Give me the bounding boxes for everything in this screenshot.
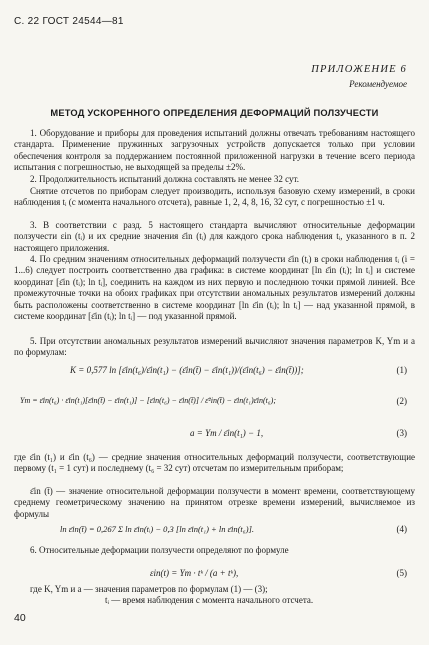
equation-5-number: (5) <box>396 568 407 578</box>
legend-line-1: где K, Ym и a — значения параметров по формулам (1) — (3); <box>30 584 268 594</box>
header-page-ref: С. 22 ГОСТ 24544—81 <box>14 16 124 27</box>
paragraph-2b: Снятие отсчетов по приборам следует производить, используя базовую схему измерений, в сроки наблюдения tᵢ (с момента начального отсчета), равные 1, 2, 4, 8, 16, 32 сут, с погрешностью ±1 ч. <box>14 186 415 208</box>
paragraph-5b: где ε̄in (t₁) и ε̄in (t₆) — средние значения относительных деформаций ползучести, соответствующие первому (t₁ = 1 сут) и последнему (t₆ = 32 сут) отсчетам по измерительным приборам; <box>14 452 415 474</box>
legend-line-2: tᵢ — время наблюдения с момента начального отсчета. <box>105 595 314 605</box>
section-title: МЕТОД УСКОРЕННОГО ОПРЕДЕЛЕНИЯ ДЕФОРМАЦИЙ ПОЛЗУЧЕСТИ <box>50 108 379 118</box>
equation-1-number: (1) <box>396 365 407 375</box>
paragraph-5c: ε̄in (t̄) — значение относительной деформации ползучести в момент времени, соответствующему среднему геометрическому значению на принятом отрезке времени измерений, вычисляемое из формулы <box>14 486 415 519</box>
paragraph-1: 1. Оборудование и приборы для проведения испытаний должны отвечать требованиям настоящего стандарта. Применение пружинных загрузочных устройств допускается только при условии обеспечения контроля за поддержанием постоянной приложенной нагрузки в течение всего периода испытания с погрешностью, не выходящей за пределы ±2%. <box>14 128 415 173</box>
paragraph-2: 2. Продолжительность испытаний должна составлять не менее 32 сут. <box>30 174 299 184</box>
equation-4: ln ε̄in(t̄) = 0,267 Σ ln ε̄in(tᵢ) − 0,3 [ln ε̄in(t₁) + ln ε̄in(t₆)]. <box>60 524 255 534</box>
paragraph-5: 5. При отсутствии аномальных результатов измерений вычисляют значения параметров K, Ym и a по формулам: <box>14 336 415 358</box>
equation-4-number: (4) <box>396 524 407 534</box>
equation-2-number: (2) <box>396 396 407 406</box>
page-number: 40 <box>14 612 26 624</box>
paragraph-3: 3. В соответствии с разд. 5 настоящего стандарта вычисляют относительные деформации ползучести εin (tᵢ) и их средние значения ε̄in (tᵢ) для каждого срока наблюдения tᵢ, указанного в п. 2 настоящего приложения. <box>14 220 415 253</box>
equation-2: Ym = ε̄in(t₆) · ε̄in(t₁)[ε̄in(t̄) − ε̄in(t₁)] − [ε̄in(t₆) − ε̄in(t̄)] / ε̄²in(t̄) − ε̄in(t₁)ε̄in(t₆); <box>20 396 276 405</box>
equation-1: K = 0,577 ln [ε̄in(t₆)/ε̄in(t₁) − (ε̄in(t̄) − ε̄in(t₁))/(ε̄in(t₆) − ε̄in(t̄))]; <box>70 365 304 375</box>
paragraph-6: 6. Относительные деформации ползучести определяют по формуле <box>30 545 289 555</box>
equation-3: a = Ym / ε̄in(t₁) − 1, <box>190 428 264 438</box>
equation-5: εin(t) = Ym · tᵏ / (a + tᵏ), <box>150 568 239 578</box>
paragraph-4: 4. По средним значениям относительных деформаций ползучести ε̄in (tᵢ) в сроки наблюдения tᵢ (i = 1...6) следует построить соответственно два графика: в системе координат [ln ε̄in (tᵢ); ln tᵢ] и системе координат [ε̄in (tᵢ); ln tᵢ], соединить на каждом из них первую и последнюю точки прямой линией. Все промежуточные точки на обоих графиках при отсутствии аномальных результатов измерений должны быть расположены соответственно в системе координат [ln ε̄in (tᵢ); ln tᵢ] — над указанной прямой, в системе координат [ε̄in (tᵢ); ln tᵢ] — под указанной прямой. <box>14 254 415 322</box>
equation-3-number: (3) <box>396 428 407 438</box>
appendix-status: Рекомендуемое <box>349 79 407 89</box>
appendix-label: ПРИЛОЖЕНИЕ 6 <box>311 64 407 75</box>
